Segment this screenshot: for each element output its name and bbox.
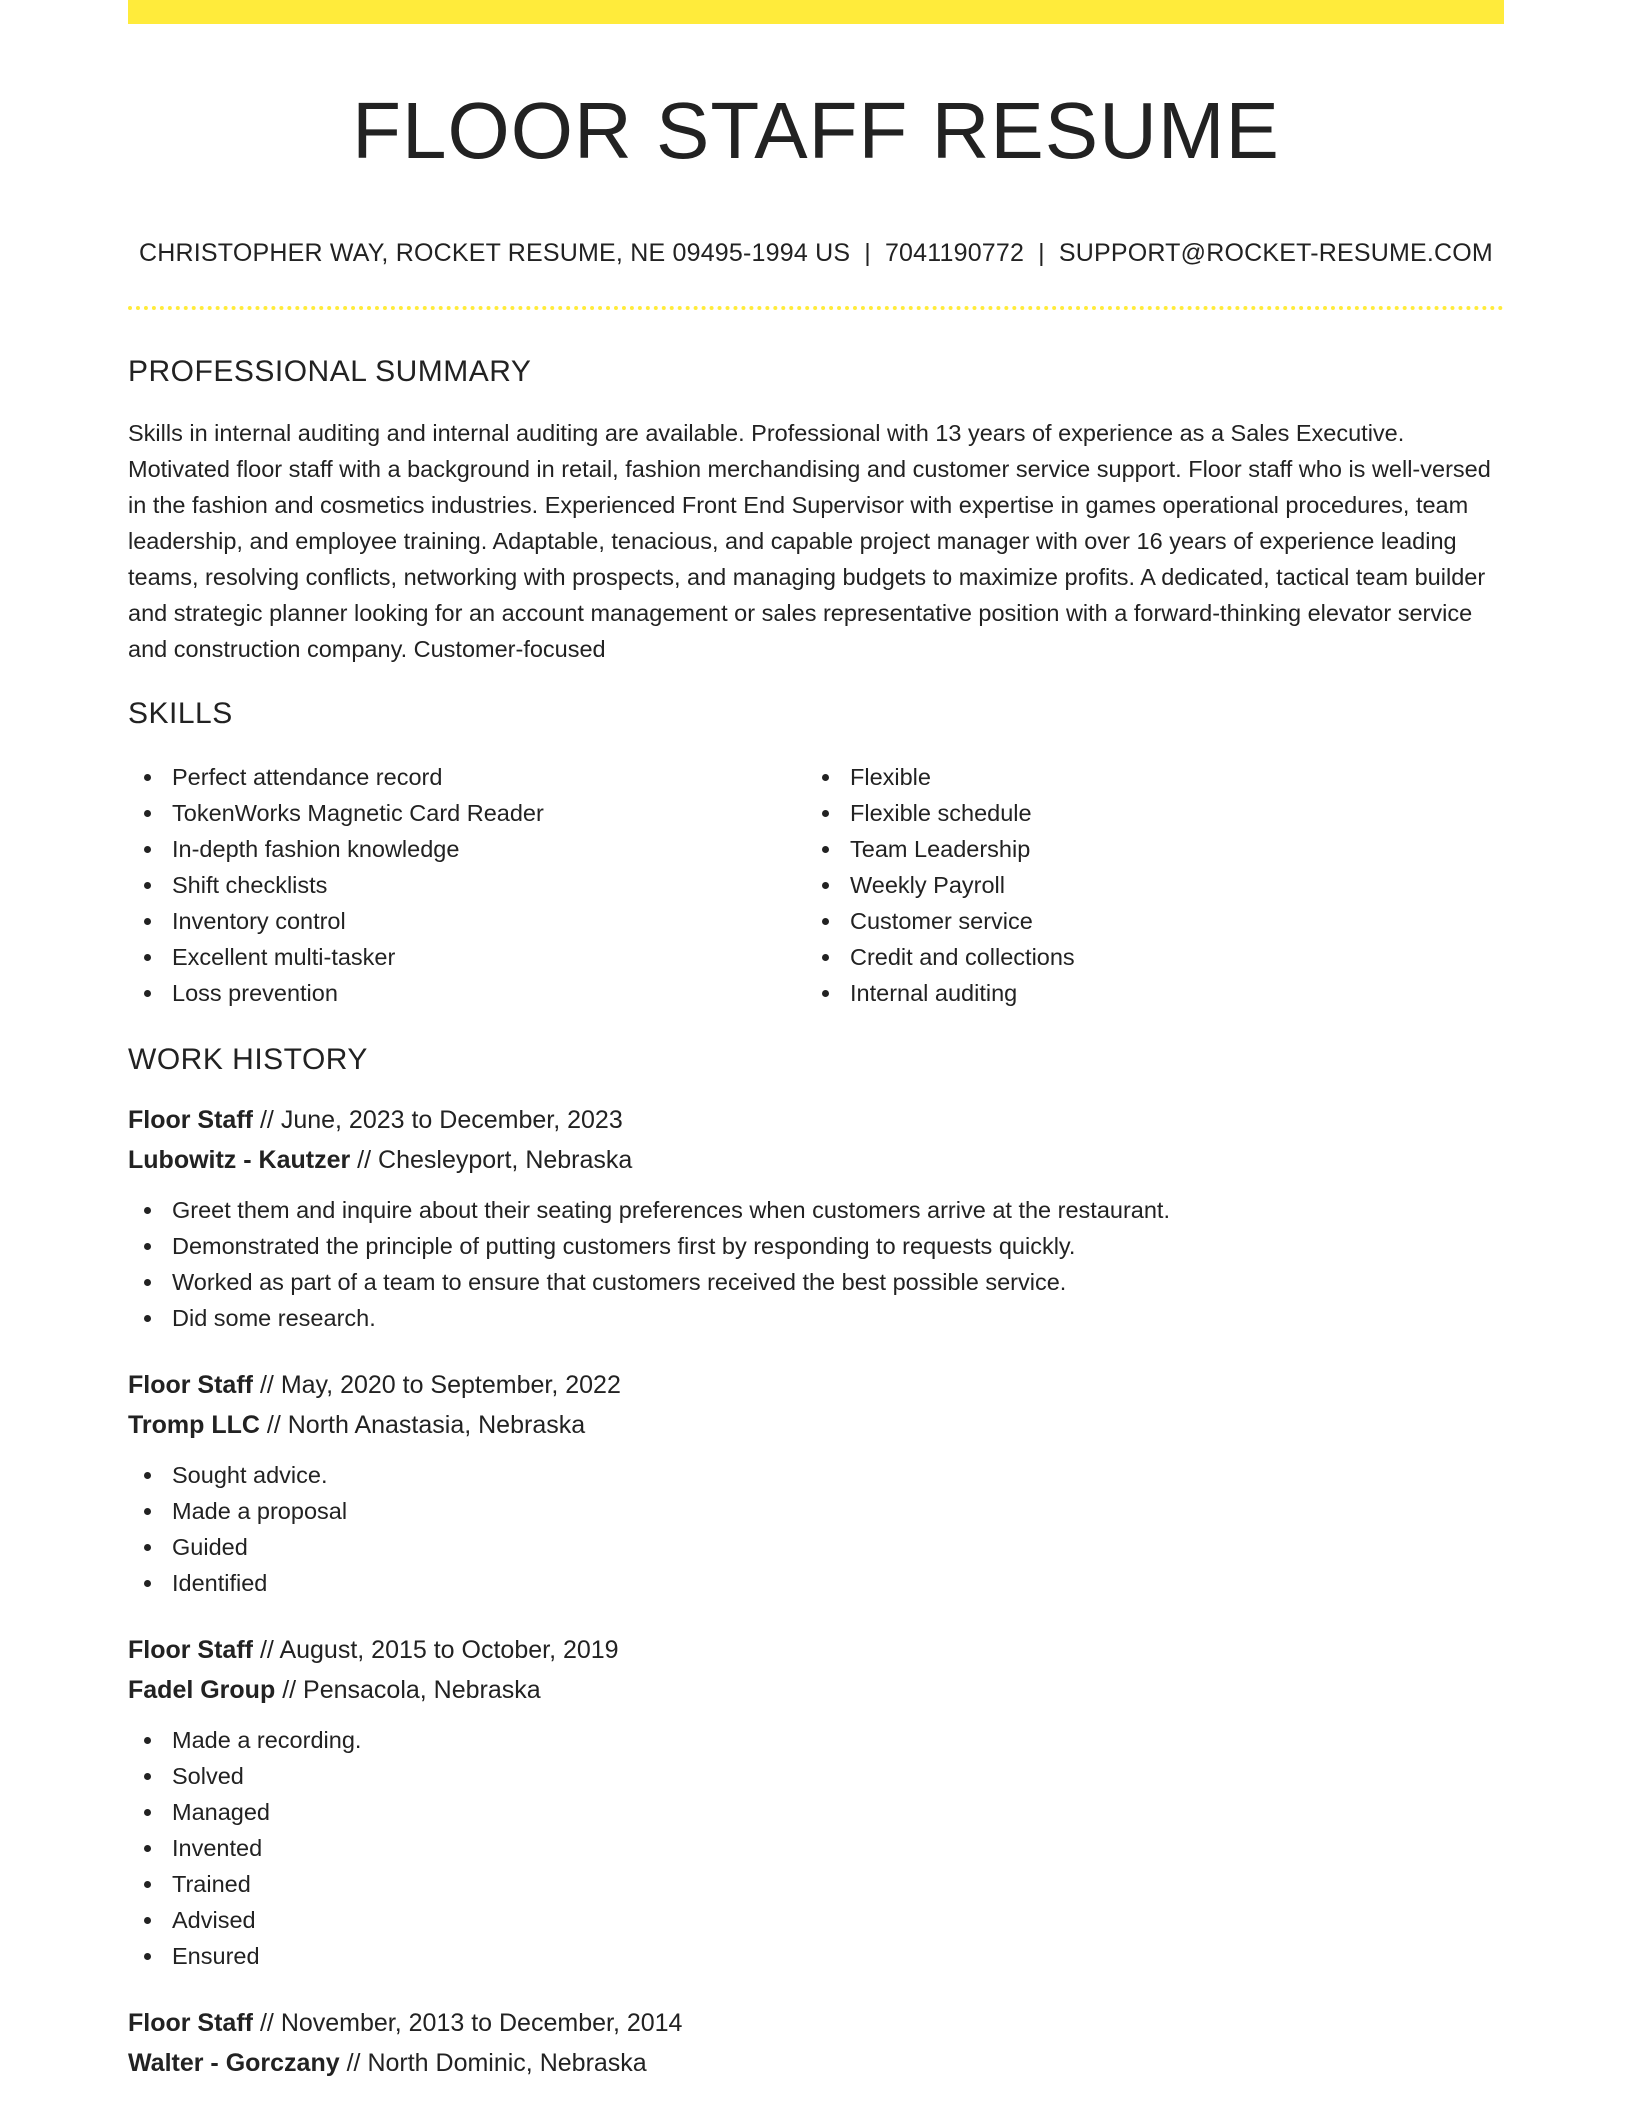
job-role-line	[128, 2003, 1504, 2043]
skill-item: Customer service	[806, 903, 1484, 939]
skills-column-left	[128, 759, 806, 1011]
job-entry	[128, 1100, 1504, 1336]
job-company: Walter - Gorczany	[128, 2049, 340, 2077]
contact-address: CHRISTOPHER WAY, ROCKET RESUME, NE 09495-1994 US	[139, 239, 851, 267]
job-duties	[128, 1722, 1504, 1974]
skill-item: Weekly Payroll	[806, 867, 1484, 903]
skill-item: Flexible	[806, 759, 1484, 795]
duty-item: Did some research.	[128, 1300, 1504, 1336]
resume-page	[128, 0, 1504, 2083]
job-location: Pensacola, Nebraska	[303, 1676, 541, 1704]
job-dates: May, 2020 to September, 2022	[280, 1371, 621, 1399]
skill-item: In-depth fashion knowledge	[128, 831, 806, 867]
duty-item: Identified	[128, 1565, 1504, 1601]
job-company-line	[128, 2043, 1504, 2083]
duty-item: Greet them and inquire about their seating preferences when customers arrive at the restaurant.	[128, 1192, 1504, 1228]
job-divider: //	[259, 2009, 274, 2037]
duty-item: Trained	[128, 1866, 1504, 1902]
job-entry	[128, 1630, 1504, 1974]
contact-email: SUPPORT@ROCKET-RESUME.COM	[1058, 239, 1493, 267]
work-history-heading: WORK HISTORY	[128, 1043, 368, 1076]
summary-text: Skills in internal auditing and internal auditing are available. Professional with 13 years of experience as a Sales Executive. Motivated floor staff with a background in retail, fashion merchandising and customer service support. Floor staff who is well-versed in the fashion and cosmetics industries. Experienced Front End Supervisor with expertise in games operational procedures, team leadership, and employee training. Adaptable, tenacious, and capable project manager with over 16 years of experience leading teams, resolving conflicts, networking with prospects, and managing budgets to maximize profits. A dedicated, tactical team builder and strategic planner looking for an account management or sales representative position with a forward-thinking elevator service and construction company. Customer-focused	[128, 420, 1491, 662]
contact-separator: |	[864, 239, 871, 267]
job-divider: //	[259, 1106, 274, 1134]
job-divider: //	[266, 1411, 281, 1439]
skills-heading: SKILLS	[128, 697, 233, 730]
job-company: Tromp LLC	[128, 1411, 260, 1439]
contact-phone: 7041190772	[884, 239, 1025, 267]
job-duties	[128, 1457, 1504, 1601]
skills-column-right	[806, 759, 1484, 1011]
duty-item: Managed	[128, 1794, 1504, 1830]
duty-item: Demonstrated the principle of putting customers first by responding to requests quickly.	[128, 1228, 1504, 1264]
skill-item: Internal auditing	[806, 975, 1484, 1011]
job-dates: June, 2023 to December, 2023	[280, 1106, 623, 1134]
skills-grid	[128, 759, 1504, 1011]
job-divider: //	[259, 1371, 274, 1399]
job-location: North Anastasia, Nebraska	[287, 1411, 586, 1439]
job-divider: //	[357, 1146, 372, 1174]
resume-title: FLOOR STAFF RESUME	[352, 86, 1280, 175]
skill-item: Credit and collections	[806, 939, 1484, 975]
job-dates: November, 2013 to December, 2014	[280, 2009, 683, 2037]
job-role: Floor Staff	[128, 1106, 253, 1134]
job-dates: August, 2015 to October, 2019	[279, 1636, 619, 1664]
job-role-line	[128, 1100, 1504, 1140]
duty-item: Sought advice.	[128, 1457, 1504, 1493]
duty-item: Ensured	[128, 1938, 1504, 1974]
job-company-line	[128, 1140, 1504, 1180]
duty-item: Advised	[128, 1902, 1504, 1938]
job-location: North Dominic, Nebraska	[367, 2049, 647, 2077]
skill-item: Excellent multi-tasker	[128, 939, 806, 975]
contact-line	[128, 238, 1504, 268]
skill-item: Team Leadership	[806, 831, 1484, 867]
job-entry	[128, 1365, 1504, 1601]
skill-item: Inventory control	[128, 903, 806, 939]
job-company-line	[128, 1405, 1504, 1445]
job-company: Lubowitz - Kautzer	[128, 1146, 351, 1174]
job-role: Floor Staff	[128, 1636, 253, 1664]
skill-item: Flexible schedule	[806, 795, 1484, 831]
top-accent-bar	[128, 0, 1504, 24]
job-divider: //	[282, 1676, 297, 1704]
duty-item: Solved	[128, 1758, 1504, 1794]
job-role-line	[128, 1365, 1504, 1405]
duty-item: Made a recording.	[128, 1722, 1504, 1758]
job-role: Floor Staff	[128, 2009, 253, 2037]
skill-item: TokenWorks Magnetic Card Reader	[128, 795, 806, 831]
job-company-line	[128, 1670, 1504, 1710]
duty-item: Guided	[128, 1529, 1504, 1565]
duty-item: Invented	[128, 1830, 1504, 1866]
job-location: Chesleyport, Nebraska	[378, 1146, 633, 1174]
job-role: Floor Staff	[128, 1371, 253, 1399]
job-divider: //	[346, 2049, 361, 2077]
skill-item: Shift checklists	[128, 867, 806, 903]
job-entry	[128, 2003, 1504, 2083]
summary-heading: PROFESSIONAL SUMMARY	[128, 355, 532, 388]
duty-item: Worked as part of a team to ensure that customers received the best possible service.	[128, 1264, 1504, 1300]
job-divider: //	[259, 1636, 274, 1664]
job-role-line	[128, 1630, 1504, 1670]
duty-item: Made a proposal	[128, 1493, 1504, 1529]
skill-item: Perfect attendance record	[128, 759, 806, 795]
skill-item: Loss prevention	[128, 975, 806, 1011]
job-company: Fadel Group	[128, 1676, 276, 1704]
contact-separator: |	[1038, 239, 1045, 267]
job-duties	[128, 1192, 1504, 1336]
dotted-divider	[128, 306, 1504, 310]
